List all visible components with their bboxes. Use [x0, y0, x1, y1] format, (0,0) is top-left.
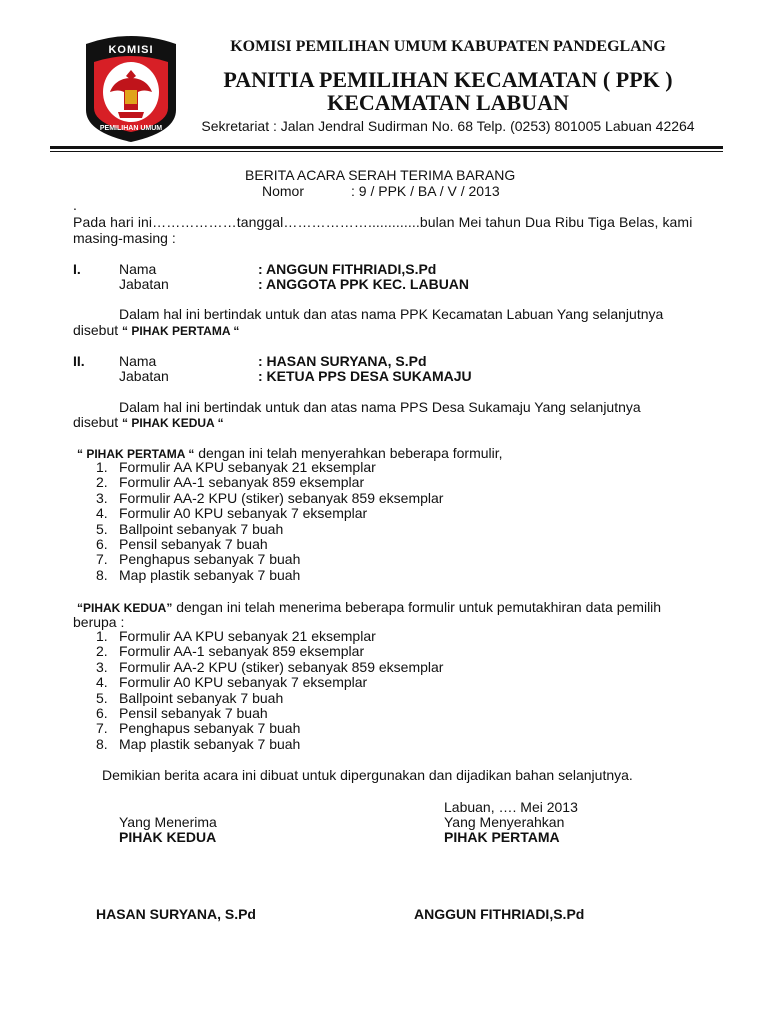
- item-number: 5.: [96, 520, 108, 537]
- party2-designation-label: “ PIHAK KEDUA “: [122, 416, 224, 430]
- stray-dot: .: [73, 197, 77, 213]
- item-number: 7.: [96, 720, 108, 737]
- party2-designation: [73, 414, 224, 431]
- kpu-logo: [80, 32, 182, 144]
- party1-name-value: : ANGGUN FITHRIADI,S.Pd: [258, 261, 437, 277]
- item-text: Pensil sebanyak 7 buah: [119, 535, 268, 552]
- logo-top-text: KOMISI: [108, 44, 154, 56]
- party1-designation-label: “ PIHAK PERTAMA “: [122, 324, 240, 338]
- item-number: 4.: [96, 505, 108, 522]
- document-title: BERITA ACARA SERAH TERIMA BARANG: [245, 167, 516, 183]
- receipt-text: dengan ini telah menerima beberapa formulir untuk pemutakhiran data pemilih: [176, 599, 662, 615]
- party1-numeral: I.: [73, 261, 81, 277]
- opening-line-1: Pada hari ini………………tanggal……………….............bulan Mei tahun Dua Ribu Tiga Belas, kami: [73, 214, 693, 230]
- item-text: Penghapus sebanyak 7 buah: [119, 720, 301, 737]
- receipt-intro-continued: berupa :: [73, 614, 125, 630]
- item-text: Formulir A0 KPU sebanyak 7 eksemplar: [119, 505, 368, 522]
- item-text: Map plastik sebanyak 7 buah: [119, 735, 301, 752]
- receipt-intro: [77, 599, 661, 616]
- party2-name-label: Nama: [119, 353, 157, 369]
- giver-name: ANGGUN FITHRIADI,S.Pd: [414, 906, 585, 922]
- party1-designation: [73, 322, 239, 339]
- item-number: 6.: [96, 535, 108, 552]
- item-number: 3.: [96, 489, 108, 506]
- item-text: Ballpoint sebanyak 7 buah: [119, 520, 284, 537]
- list-item: [96, 460, 443, 475]
- document-number-value: : 9 / PPK / BA / V / 2013: [351, 183, 500, 199]
- header-committee: PANITIA PEMILIHAN KECAMATAN ( PPK ): [223, 67, 673, 92]
- item-number: 1.: [96, 459, 108, 475]
- receipt-party-label: “PIHAK KEDUA”: [77, 601, 173, 615]
- item-text: Pensil sebanyak 7 buah: [119, 704, 268, 721]
- header-institution: KOMISI PEMILIHAN UMUM KABUPATEN PANDEGLANG: [230, 38, 666, 55]
- party2-position-value: : KETUA PPS DESA SUKAMAJU: [258, 368, 472, 384]
- item-text: Formulir A0 KPU sebanyak 7 eksemplar: [119, 674, 368, 691]
- giver-role: Yang Menyerahkan: [444, 814, 565, 830]
- item-text: Formulir AA-1 sebanyak 859 eksemplar: [119, 474, 365, 491]
- list-item: [96, 644, 443, 659]
- item-text: Formulir AA-2 KPU (stiker) sebanyak 859 eksemplar: [119, 658, 444, 675]
- item-text: Penghapus sebanyak 7 buah: [119, 551, 301, 568]
- opening-line-2: masing-masing :: [73, 230, 176, 246]
- list-item: [96, 522, 443, 537]
- list-item: [96, 568, 443, 583]
- handover-item-list: [96, 460, 443, 583]
- item-text: Formulir AA KPU sebanyak 21 eksemplar: [119, 459, 376, 475]
- receiver-role: Yang Menerima: [119, 814, 217, 830]
- item-text: Ballpoint sebanyak 7 buah: [119, 689, 284, 706]
- list-item: [96, 706, 443, 721]
- list-item: [96, 737, 443, 752]
- receiver-name: HASAN SURYANA, S.Pd: [96, 906, 256, 922]
- handover-party-label: “ PIHAK PERTAMA “: [77, 447, 195, 461]
- handover-text: dengan ini telah menyerahkan beberapa formulir,: [198, 445, 503, 461]
- receiver-party: PIHAK KEDUA: [119, 829, 217, 845]
- item-number: 7.: [96, 551, 108, 568]
- list-item: [96, 629, 443, 644]
- item-number: 2.: [96, 643, 108, 660]
- item-number: 5.: [96, 689, 108, 706]
- party2-name-value: : HASAN SURYANA, S.Pd: [258, 353, 427, 369]
- item-number: 8.: [96, 735, 108, 752]
- item-number: 1.: [96, 628, 108, 644]
- party2-position-label: Jabatan: [119, 368, 169, 384]
- item-number: 3.: [96, 658, 108, 675]
- party1-position-value: : ANGGOTA PPK KEC. LABUAN: [258, 276, 470, 292]
- list-item: [96, 491, 443, 506]
- header-district: KECAMATAN LABUAN: [327, 90, 569, 115]
- item-number: 4.: [96, 674, 108, 691]
- list-item: [96, 506, 443, 521]
- party2-numeral: II.: [73, 353, 85, 369]
- party2-designation-prefix: disebut: [73, 414, 119, 430]
- receipt-item-list: [96, 629, 443, 752]
- list-item: [96, 537, 443, 552]
- party2-description: Dalam hal ini bertindak untuk dan atas nama PPS Desa Sukamaju Yang selanjutnya: [119, 399, 641, 415]
- party1-name-label: Nama: [119, 261, 157, 277]
- item-number: 2.: [96, 474, 108, 491]
- item-number: 6.: [96, 704, 108, 721]
- item-text: Map plastik sebanyak 7 buah: [119, 566, 301, 583]
- header-divider-thin: [50, 151, 723, 152]
- item-text: Formulir AA-2 KPU (stiker) sebanyak 859 eksemplar: [119, 489, 444, 506]
- item-text: Formulir AA-1 sebanyak 859 eksemplar: [119, 643, 365, 660]
- list-item: [96, 721, 443, 736]
- party1-position-label: Jabatan: [119, 276, 169, 292]
- party1-designation-prefix: disebut: [73, 322, 119, 338]
- list-item: [96, 475, 443, 490]
- list-item: [96, 660, 443, 675]
- header-address: Sekretariat : Jalan Jendral Sudirman No. 68 Telp. (0253) 801005 Labuan 42264: [201, 118, 695, 134]
- party1-description: Dalam hal ini bertindak untuk dan atas nama PPK Kecamatan Labuan Yang selanjutnya: [119, 306, 664, 322]
- closing-statement: Demikian berita acara ini dibuat untuk dipergunakan dan dijadikan bahan selanjutnya.: [102, 767, 633, 783]
- header-divider-thick: [50, 146, 723, 149]
- giver-party: PIHAK PERTAMA: [444, 829, 560, 845]
- logo-bottom-text: PEMILIHAN UMUM: [99, 125, 163, 132]
- list-item: [96, 675, 443, 690]
- item-text: Formulir AA KPU sebanyak 21 eksemplar: [119, 628, 376, 644]
- place-date: Labuan, …. Mei 2013: [444, 799, 578, 815]
- item-number: 8.: [96, 566, 108, 583]
- list-item: [96, 691, 443, 706]
- document-number-label: Nomor: [262, 183, 305, 199]
- list-item: [96, 552, 443, 567]
